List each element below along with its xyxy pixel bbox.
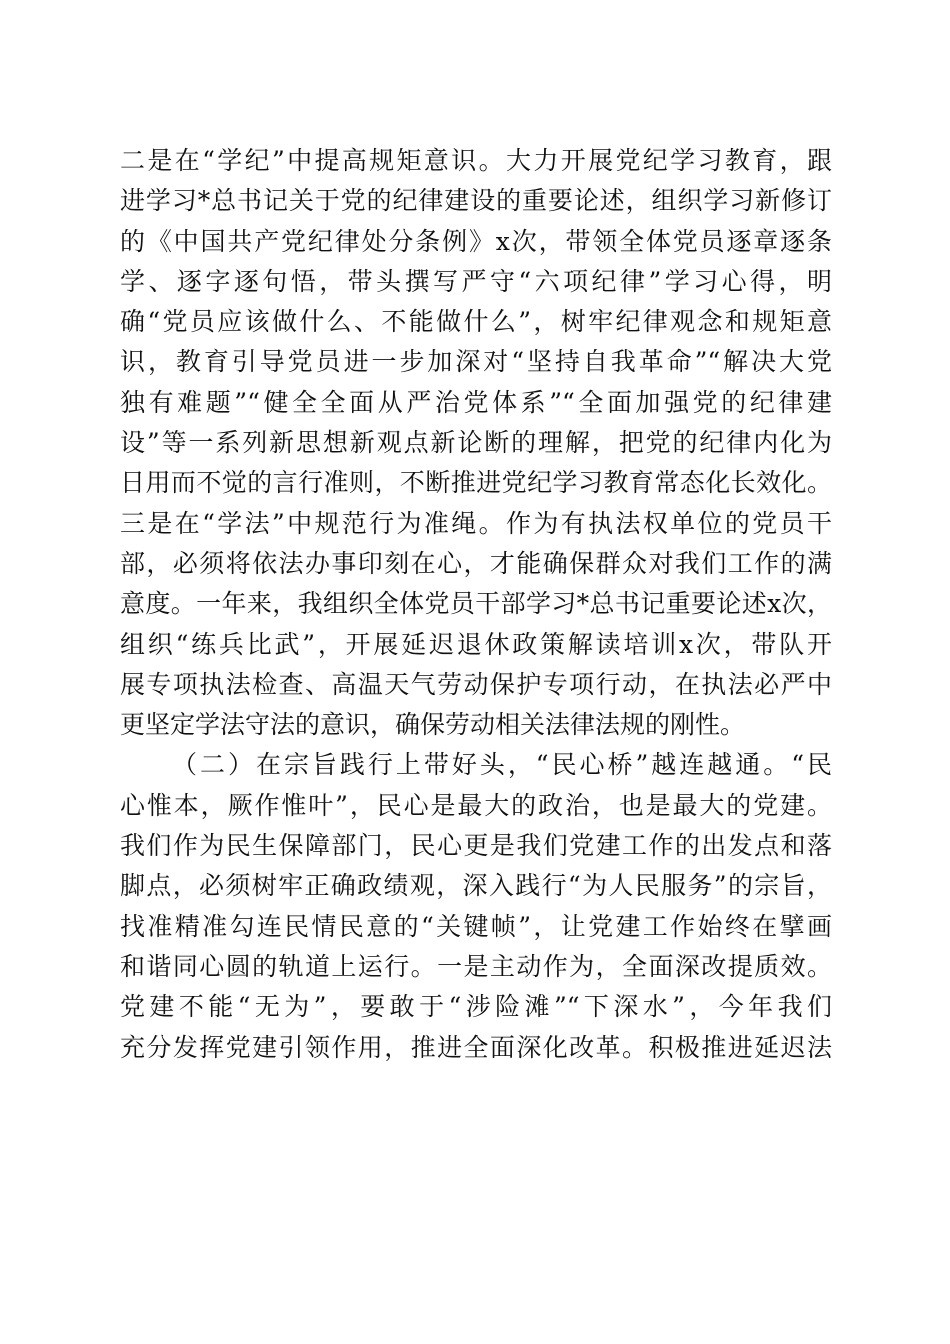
text-line: 学、逐字逐句悟，带头撰写严守“六项纪律”学习心得，明: [120, 266, 832, 296]
text-line: 党建不能“无为”，要敢于“涉险滩”“下深水”，今年我们: [120, 992, 832, 1022]
text-line: 找准精准勾连民情民意的“关键帧”，让党建工作始终在擘画: [120, 911, 832, 941]
text-line: 的《中国共产党纪律处分条例》x次，带领全体党员逐章逐条: [120, 226, 832, 256]
text-line: 二是在“学纪”中提高规矩意识。大力开展党纪学习教育，跟: [120, 146, 832, 175]
text-line: 独有难题”“健全全面从严治党体系”“全面加强党的纪律建: [120, 387, 832, 417]
text-line: 部，必须将依法办事印刻在心，才能确保群众对我们工作的满: [120, 548, 832, 578]
text-line: 进学习*总书记关于党的纪律建设的重要论述，组织学习新修订: [120, 186, 832, 216]
text-line: 日用而不觉的言行准则，不断推进党纪学习教育常态化长效化。: [120, 468, 832, 498]
section-heading-line: （二）在宗旨践行上带好头，“民心桥”越连越通。“民: [172, 750, 832, 780]
text-line: 识，教育引导党员进一步加深对“坚持自我革命”“解决大党: [120, 347, 832, 377]
text-line: 三是在“学法”中规范行为准绳。作为有执法权单位的党员干: [120, 508, 832, 538]
text-line: 充分发挥党建引领作用，推进全面深化改革。积极推进延迟法: [120, 1032, 832, 1062]
text-line: 更坚定学法守法的意识，确保劳动相关法律法规的刚性。: [120, 710, 746, 740]
text-line: 和谐同心圆的轨道上运行。一是主动作为，全面深改提质效。: [120, 951, 832, 981]
text-line: 意度。一年来，我组织全体党员干部学习*总书记重要论述x次，: [120, 589, 832, 619]
text-line: 脚点，必须树牢正确政绩观，深入践行“为人民服务”的宗旨，: [120, 871, 832, 901]
text-line: 我们作为民生保障部门，民心更是我们党建工作的出发点和落: [120, 831, 832, 861]
text-line: 心惟本，厥作惟叶”，民心是最大的政治，也是最大的党建。: [120, 790, 832, 820]
text-line: 设”等一系列新思想新观点新论断的理解，把党的纪律内化为: [120, 428, 832, 458]
text-line: 展专项执法检查、高温天气劳动保护专项行动，在执法必严中: [120, 669, 832, 699]
text-line: 确“党员应该做什么、不能做什么”，树牢纪律观念和规矩意: [120, 307, 832, 337]
body-text: [120, 141, 832, 1068]
text-line: 组织“练兵比武”，开展延迟退休政策解读培训x次，带队开: [120, 629, 832, 659]
